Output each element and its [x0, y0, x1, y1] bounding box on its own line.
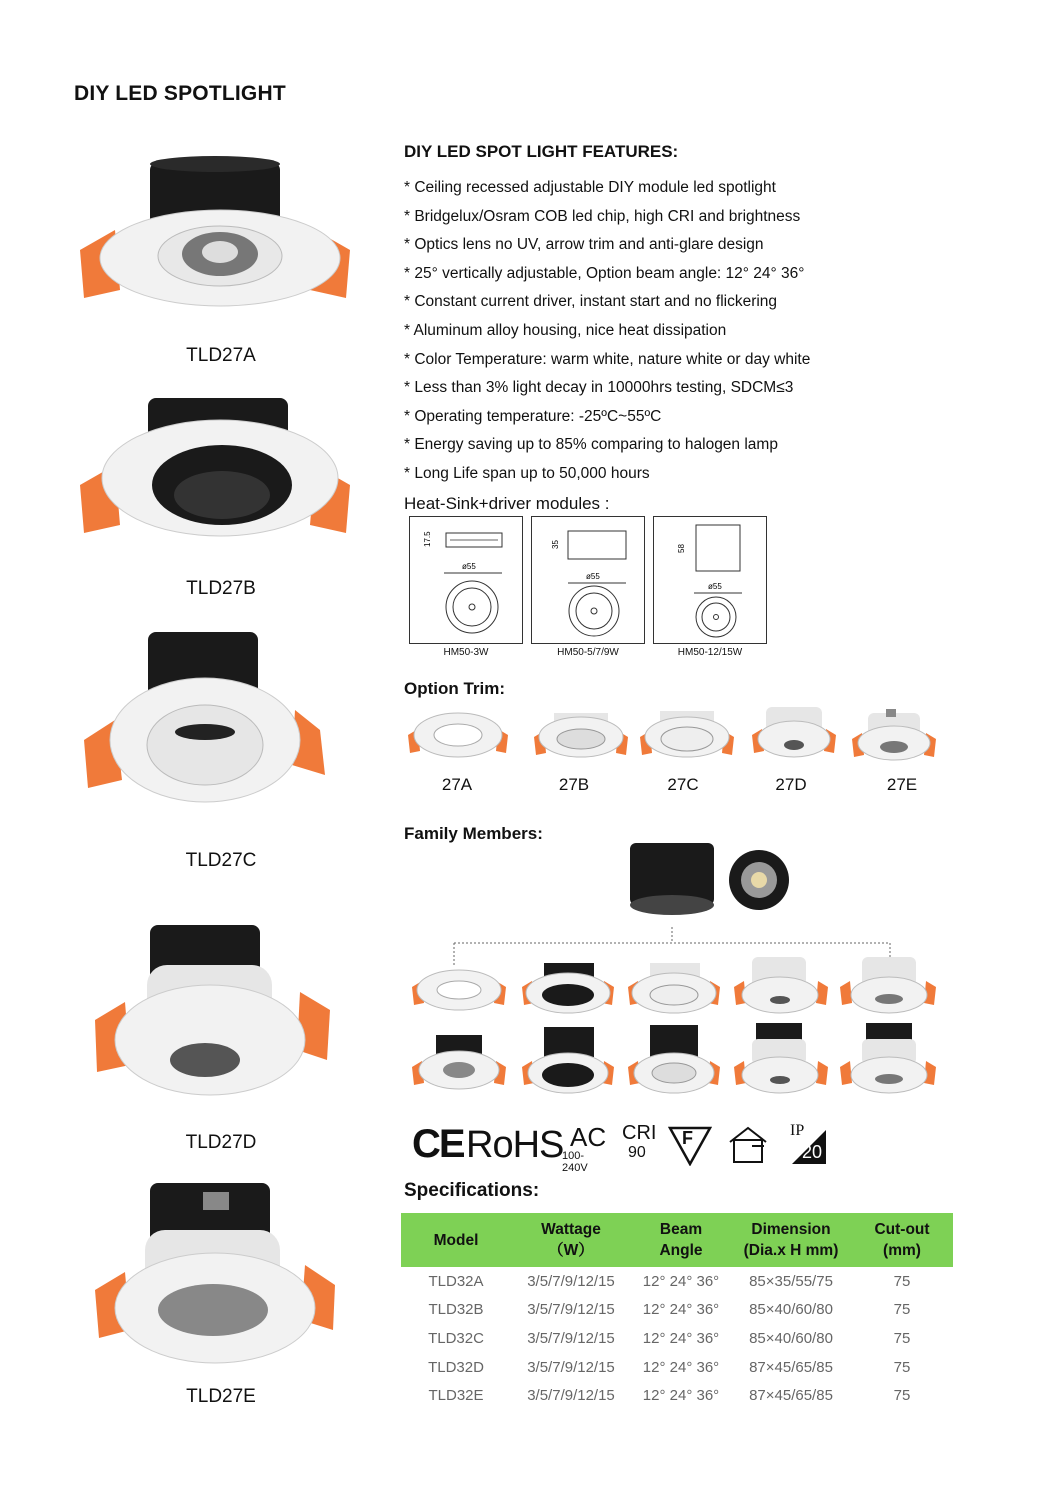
- feature-item: * Optics lens no UV, arrow trim and anti-glare design: [404, 236, 764, 254]
- features-title: DIY LED SPOT LIGHT FEATURES:: [404, 142, 679, 161]
- product-image-tld27d: [85, 920, 345, 1100]
- module-dia-dim: ø55: [586, 572, 600, 581]
- specifications-title: Specifications:: [404, 1180, 540, 1201]
- feature-item: * Aluminum alloy housing, nice heat dissipation: [404, 321, 727, 339]
- feature-item: * Long Life span up to 50,000 hours: [404, 464, 650, 482]
- feature-item: * Less than 3% light decay in 10000hrs testing, SDCM≤3: [404, 379, 794, 397]
- cell-cut-out: 75: [893, 1387, 911, 1405]
- trim-27a: [408, 713, 508, 757]
- module-height-dim: 35: [551, 540, 560, 549]
- cell-cut-out: 75: [893, 1358, 911, 1376]
- cell-dimension: 85×40/60/80: [749, 1301, 833, 1319]
- table-header-row: [401, 1213, 953, 1267]
- cell-model: TLD32A: [428, 1272, 484, 1290]
- table-row: [401, 1353, 953, 1382]
- cell-beam-angle: 12° 24° 36°: [642, 1358, 720, 1376]
- module-drawing-hm50-5-7-9w: [531, 516, 645, 644]
- module-dia-dim: ø55: [462, 562, 476, 571]
- trim-label: 27D: [775, 775, 807, 794]
- option-trim-title: Option Trim:: [404, 679, 506, 698]
- cell-wattage: 3/5/7/9/12/15: [527, 1387, 615, 1405]
- family-row-1: [412, 957, 936, 1013]
- page-title: DIY LED SPOTLIGHT: [74, 82, 286, 105]
- ac-range-text: 100-240V: [562, 1150, 588, 1174]
- cell-dimension: 87×45/65/85: [749, 1387, 833, 1405]
- product-caption-tld27e: TLD27E: [186, 1386, 256, 1407]
- trim-27d: [752, 707, 836, 757]
- cell-wattage: 3/5/7/9/12/15: [527, 1301, 615, 1319]
- specifications-table: [401, 1213, 953, 1410]
- cell-wattage: 3/5/7/9/12/15: [527, 1272, 615, 1290]
- product-caption-tld27a: TLD27A: [186, 345, 256, 366]
- trim-label: 27A: [441, 775, 473, 794]
- product-caption-tld27b: TLD27B: [186, 578, 256, 599]
- cell-beam-angle: 12° 24° 36°: [642, 1272, 720, 1290]
- table-row: [401, 1324, 953, 1353]
- column-header-model: Model: [401, 1213, 511, 1267]
- cell-cut-out: 75: [893, 1301, 911, 1319]
- table-row: [401, 1381, 953, 1410]
- cell-beam-angle: 12° 24° 36°: [642, 1387, 720, 1405]
- cri-mark-icon: CRI: [622, 1122, 657, 1144]
- feature-item: * Ceiling recessed adjustable DIY module led spotlight: [404, 179, 776, 196]
- product-image-tld27c: [70, 630, 370, 810]
- trim-label: 27B: [558, 775, 590, 794]
- product-caption-tld27c: TLD27C: [185, 850, 257, 871]
- cell-cut-out: 75: [893, 1329, 911, 1347]
- module-drawing-hm50-12-15w: [653, 516, 767, 644]
- ac-mark-icon: AC: [570, 1122, 607, 1152]
- cell-dimension: 87×45/65/85: [749, 1358, 833, 1376]
- ip-mark-text: IP: [790, 1122, 805, 1139]
- cell-beam-angle: 12° 24° 36°: [642, 1301, 720, 1319]
- modules-title: Heat-Sink+driver modules :: [404, 494, 610, 513]
- trim-27c: [640, 711, 734, 757]
- trim-label: 27C: [667, 775, 699, 794]
- feature-item: * Color Temperature: warm white, nature white or day white: [404, 350, 811, 368]
- feature-item: * Constant current driver, instant start and no flickering: [404, 293, 778, 311]
- cell-model: TLD32E: [428, 1387, 484, 1405]
- cell-cut-out: 75: [893, 1272, 911, 1290]
- module-dia-dim: ø55: [708, 582, 722, 591]
- ip-value-text: 20: [802, 1142, 823, 1162]
- product-caption-tld27d: TLD27D: [185, 1132, 257, 1153]
- table-row: [401, 1296, 953, 1325]
- column-header-cut-out: Cut-out (mm): [851, 1213, 953, 1267]
- module-label: HM50-5/7/9W: [557, 647, 619, 658]
- cell-model: TLD32D: [428, 1358, 484, 1376]
- cell-dimension: 85×35/55/75: [749, 1272, 833, 1290]
- family-members-image: [404, 835, 949, 1095]
- table-row: [401, 1267, 953, 1296]
- module-height-dim: 58: [677, 544, 686, 553]
- product-image-tld27e: [85, 1180, 345, 1370]
- feature-item: * 25° vertically adjustable, Option beam angle: 12° 24° 36°: [404, 264, 805, 282]
- feature-item: * Operating temperature: -25ºC~55ºC: [404, 407, 662, 425]
- cell-wattage: 3/5/7/9/12/15: [527, 1358, 615, 1376]
- module-label: HM50-3W: [443, 647, 489, 658]
- module-height-dim: 17.5: [423, 531, 432, 547]
- feature-item: * Energy saving up to 85% comparing to halogen lamp: [404, 436, 778, 454]
- trim-27b: [534, 713, 628, 757]
- column-header-dimension: Dimension (Dia.x H mm): [731, 1213, 851, 1267]
- cri-value-text: 90: [628, 1144, 646, 1161]
- product-image-tld27b: [70, 390, 370, 560]
- rohs-mark-icon: RoHS: [466, 1124, 564, 1166]
- trim-27e: [852, 709, 936, 760]
- trim-label: 27E: [886, 775, 918, 794]
- cell-dimension: 85×40/60/80: [749, 1329, 833, 1347]
- cell-wattage: 3/5/7/9/12/15: [527, 1329, 615, 1347]
- ce-mark-icon: CE: [412, 1122, 464, 1166]
- module-label: HM50-12/15W: [677, 647, 743, 658]
- feature-list: [404, 174, 810, 489]
- product-image-tld27a: [70, 150, 370, 320]
- feature-item: * Bridgelux/Osram COB led chip, high CRI and brightness: [404, 207, 801, 225]
- cell-beam-angle: 12° 24° 36°: [642, 1329, 720, 1347]
- module-drawing-hm50-3w: [409, 516, 523, 644]
- option-trim-images: [404, 705, 944, 770]
- column-header-wattage: Wattage （W）: [511, 1213, 631, 1267]
- indoor-use-icon: [726, 1124, 770, 1166]
- cell-model: TLD32B: [428, 1301, 484, 1319]
- column-header-beam-angle: Beam Angle: [631, 1213, 731, 1267]
- f-mark-letter: F: [682, 1128, 693, 1148]
- cell-model: TLD32C: [428, 1329, 484, 1347]
- family-row-2: [412, 1023, 936, 1093]
- family-members-title: Family Members:: [404, 824, 543, 843]
